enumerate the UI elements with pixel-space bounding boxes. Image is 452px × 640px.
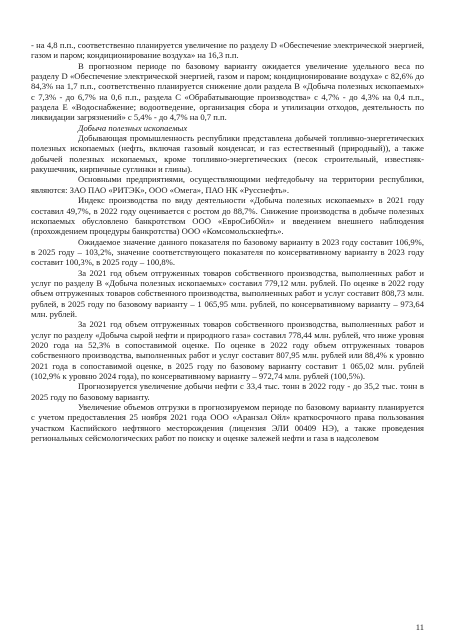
paragraph-main-enterprises: Основными предприятиями, осуществляющими нефтедобычу на территории республики, являются: ЗАО ПАО «РИТЭК», ООО «Омега», ПАО НК «Русснефть». [31,174,424,195]
paragraph-continuation: - на 4,8 п.п., соответственно планируется увеличение по разделу D «Обеспечение электрической энергией, газом и паром; кондиционирование воздуха» на 16,3 п.п. [31,40,424,61]
paragraph-oil-gas-shipment: За 2021 год объем отгруженных товаров собственного производства, выполненных работ и услуг по разделу «Добыча сырой нефти и природного газа» составил 778,44 млн. рублей, что ниже уровня 2020 года на 52,3% в сопоставимой оценке. По оценке в 2022 году объем отгруженных товаров собственного производства, выполненных работ и услуг составит 807,95 млн. рублей или 88,4% к уровню 2021 года в сопоставимой оценке, в 2025 году по базовому варианту составит 1 065,02 млн. рублей (102,9% к уровню 2024 года), по консервативному варианту – 972,74 млн. рублей (100,5%). [31,319,424,381]
paragraph-forecast-shares: В прогнозном периоде по базовому варианту ожидается увеличение удельного веса по разделу D «Обеспечение электрической энергией, газом и паром; кондиционирование воздуха» с 82,6% до 84,3% на 1,7 п.п., соответственно планируется снижение доли раздела В «Добыча полезных ископаемых» с 7,3% - до 6,7% на 0,6 п.п., раздела С «Обрабатывающие производства» с 4,7% - до 4,3% на 0,4 п.п., раздела Е «Водоснабжение; водоотведение, организация сбора и утилизации отходов, деятельность по ликвидации загрязнений» с 5,4% - до 4,7% на 0,7 п.п. [31,60,424,123]
paragraph-expected-value: Ожидаемое значение данного показателя по базовому варианту в 2023 году составит 106,9%, в 2025 году – 103,2%, значение соответствующего показателя по консервативному варианту в 2023 году составит 100,3%, в 2025 году – 100,8%. [31,236,424,268]
section-heading-mining: Добыча полезных ископаемых [78,122,188,133]
paragraph-shipment-increase: Увеличение объемов отгрузки в прогнозируемом периоде по базовому варианту планируется с учетом предоставления 25 ноября 2021 года ООО «Аранзал Ойл» краткосрочного права пользования участком Каспийского нефтяного месторождения (лицензия ЭЛИ 00409 НЭ), а также проведения региональных сейсмологических работ по поиску и оценке залежей нефти и газа в надсолевом [31,402,424,444]
paragraph-oil-production-forecast: Прогнозируется увеличение добычи нефти с 33,4 тыс. тонн в 2022 году - до 35,2 тыс. тонн в 2025 году по базовому варианту. [31,381,424,402]
page-number: 11 [415,622,424,632]
paragraph-shipment-volume-b: За 2021 год объем отгруженных товаров собственного производства, выполненных работ и услуг по разделу В «Добыча полезных ископаемых» составил 779,12 млн. рублей. По оценке в 2022 году объем отгруженных товаров собственного производства, выполненных работ и услуг составит 808,73 млн. рублей, в 2025 году по базовому варианту – 1 065,95 млн. рублей, по консервативному варианту – 973,64 млн. рублей. [31,267,424,319]
paragraph-mining-industry: Добывающая промышленность республики представлена добычей топливно-энергетических полезных ископаемых (нефть, включая газовый конденсат, и газ естественный (природный)), а также добычей полезных ископаемых, кроме топливно-энергетических (песок строительный, известняк-ракушечник, кирпичные суглинки и глины). [31,133,424,175]
paragraph-production-index: Индекс производства по виду деятельности «Добыча полезных ископаемых» в 2021 году составил 49,7%, в 2022 году оценивается с ростом до 88,7%. Снижение производства в добыче полезных ископаемых обусловлено банкротством ООО «ЕвроСибОйл» и введением внешнего наблюдения (прохождением процедуры банкротства) ООО «Комсомольскнефть». [31,195,424,237]
